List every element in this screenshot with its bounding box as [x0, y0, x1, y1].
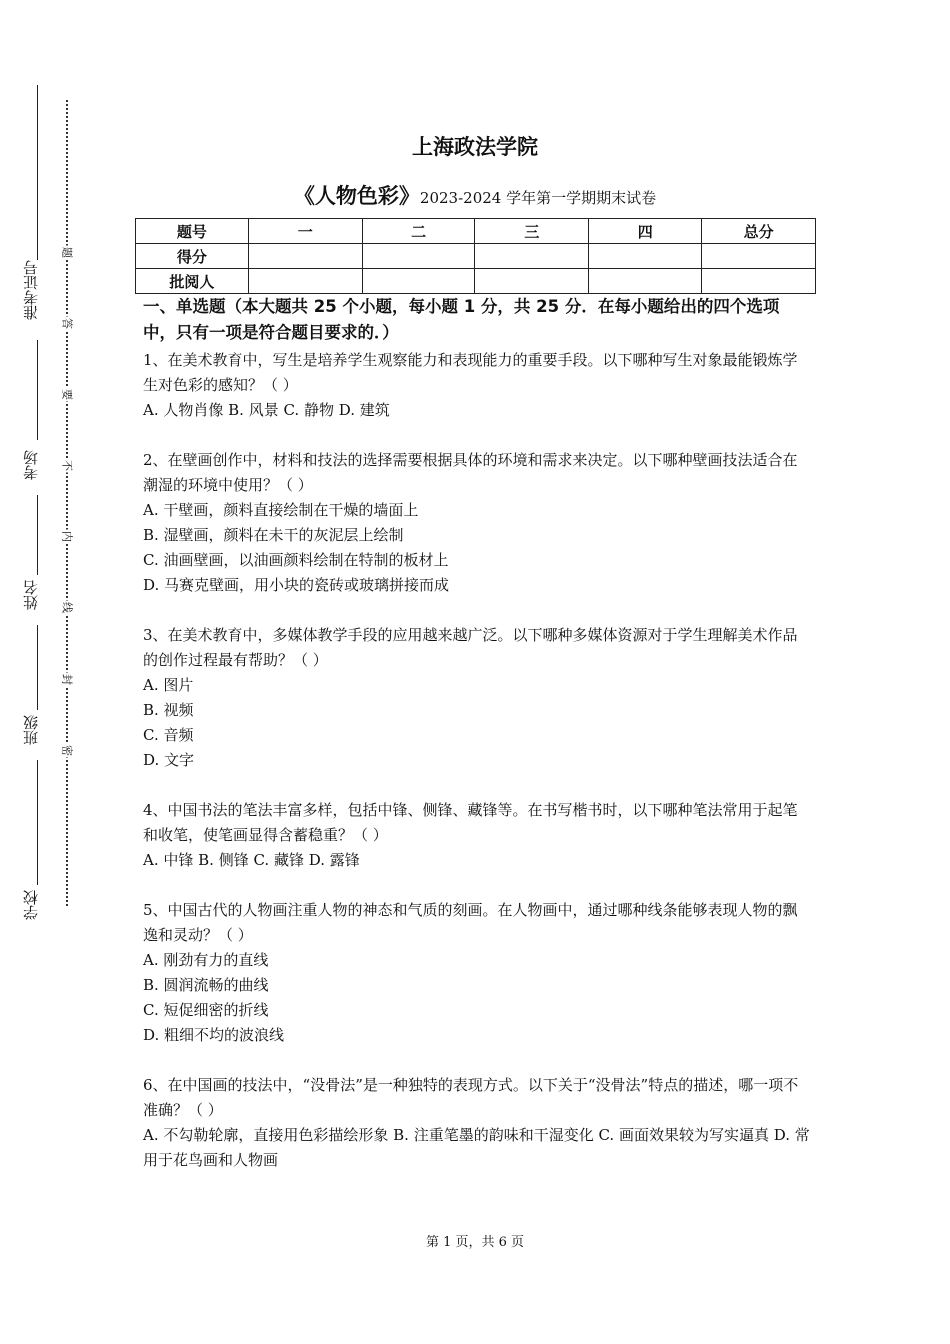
score-cell — [248, 269, 362, 294]
question-stem: 3、在美术教育中，多媒体教学手段的应用越来越广泛。以下哪种多媒体资源对于学生理解美术作品的创作过程最有帮助？（ ） — [143, 626, 798, 669]
question-stem: 2、在壁画创作中，材料和技法的选择需要根据具体的环境和需求来决定。以下哪种壁画技法适合在潮湿的环境中使用？（ ） — [143, 451, 798, 494]
field-line — [37, 495, 38, 575]
score-cell — [589, 244, 702, 269]
seal-char: 线 — [60, 602, 74, 613]
question — [143, 1073, 811, 1173]
seal-char: 题 — [60, 247, 74, 258]
score-header-cell: 总分 — [702, 219, 816, 244]
question-stem: 5、中国古代的人物画注重人物的神态和气质的刻画。在人物画中，通过哪种线条能够表现人物的飘逸和灵动？（ ） — [143, 901, 798, 944]
school-title: 上海政法学院 — [412, 135, 538, 159]
seal-char: 封 — [60, 674, 74, 685]
field-class: 班级 — [22, 715, 40, 745]
field-exam-room: 考场 — [22, 450, 40, 480]
field-exam-id: 准考证号 — [22, 260, 40, 320]
seal-char: 内 — [60, 531, 74, 542]
score-cell — [362, 269, 475, 294]
question-option: C. 音频 — [143, 726, 194, 744]
question — [143, 898, 811, 1048]
question — [143, 623, 811, 773]
score-header-cell: 四 — [589, 219, 702, 244]
question-option: A. 干壁画，颜料直接绘制在干燥的墙面上 — [143, 501, 419, 519]
question-stem: 1、在美术教育中，写生是培养学生观察能力和表现能力的重要手段。以下哪种写生对象最能锻炼学生对色彩的感知？（ ） — [143, 351, 798, 394]
seal-char: 答 — [60, 318, 74, 329]
question-option: B. 湿壁画，颜料在未干的灰泥层上绘制 — [143, 526, 404, 544]
question-option: A. 人物肖像 B. 风景 C. 静物 D. 建筑 — [143, 401, 390, 419]
field-line — [37, 85, 38, 260]
course-title: 《人物色彩》 — [293, 184, 420, 208]
score-header-cell: 题号 — [136, 219, 249, 244]
section-heading: 一、单选题（本大题共 25 个小题，每小题 1 分，共 25 分．在每小题给出的四个选项中，只有一项是符合题目要求的．） — [143, 297, 780, 342]
score-row — [136, 269, 816, 294]
page-footer: 第 1 页，共 6 页 — [425, 1235, 525, 1250]
score-row — [136, 244, 816, 269]
question-option: D. 粗细不均的波浪线 — [143, 1026, 285, 1044]
score-cell — [702, 244, 816, 269]
score-table — [135, 218, 816, 294]
question — [143, 448, 811, 598]
score-cell — [702, 269, 816, 294]
question-stem: 6、在中国画的技法中，“没骨法”是一种独特的表现方式。以下关于“没骨法”特点的描述，哪一项不准确？（ ） — [143, 1076, 799, 1119]
question-option: B. 视频 — [143, 701, 194, 719]
score-row-label: 得分 — [136, 244, 249, 269]
question-option: D. 文字 — [143, 751, 195, 769]
term-label: 2023-2024 学年第一学期期末试卷 — [419, 189, 657, 207]
score-cell — [248, 244, 362, 269]
question-option: A. 刚劲有力的直线 — [143, 951, 269, 969]
exam-content — [143, 294, 811, 1198]
score-header-row — [136, 219, 816, 244]
score-header-cell: 三 — [475, 219, 589, 244]
field-line — [37, 340, 38, 440]
question-stem: 4、中国书法的笔法丰富多样，包括中锋、侧锋、藏锋等。在书写楷书时，以下哪种笔法常用于起笔和收笔，使笔画显得含蓄稳重？（ ） — [143, 801, 798, 844]
score-row-label: 批阅人 — [136, 269, 249, 294]
field-school: 学校 — [22, 890, 40, 920]
score-cell — [362, 244, 475, 269]
exam-title — [0, 180, 950, 210]
score-header-cell: 二 — [362, 219, 475, 244]
question — [143, 798, 811, 873]
question — [143, 348, 811, 423]
field-line — [37, 760, 38, 885]
score-cell — [589, 269, 702, 294]
question-option: D. 马赛克壁画，用小块的瓷砖或玻璃拼接而成 — [143, 576, 450, 594]
field-name: 姓名 — [22, 580, 40, 610]
question-option: C. 短促细密的折线 — [143, 1001, 269, 1019]
question-option: C. 油画壁画，以油画颜料绘制在特制的板材上 — [143, 551, 449, 569]
field-line — [37, 625, 38, 710]
seal-char: 不 — [60, 460, 74, 471]
score-header-cell: 一 — [248, 219, 362, 244]
question-option: A. 中锋 B. 侧锋 C. 藏锋 D. 露锋 — [143, 851, 360, 869]
score-cell — [475, 269, 589, 294]
score-cell — [475, 244, 589, 269]
question-option: B. 圆润流畅的曲线 — [143, 976, 269, 994]
seal-line — [66, 100, 68, 906]
question-option: A. 图片 — [143, 676, 194, 694]
seal-char: 密 — [60, 745, 74, 756]
question-option: A. 不勾勒轮廓，直接用色彩描绘形象 B. 注重笔墨的韵味和干湿变化 C. 画面效果较为写实逼真 D. 常用于花鸟画和人物画 — [143, 1126, 810, 1169]
seal-char: 要 — [60, 389, 74, 400]
